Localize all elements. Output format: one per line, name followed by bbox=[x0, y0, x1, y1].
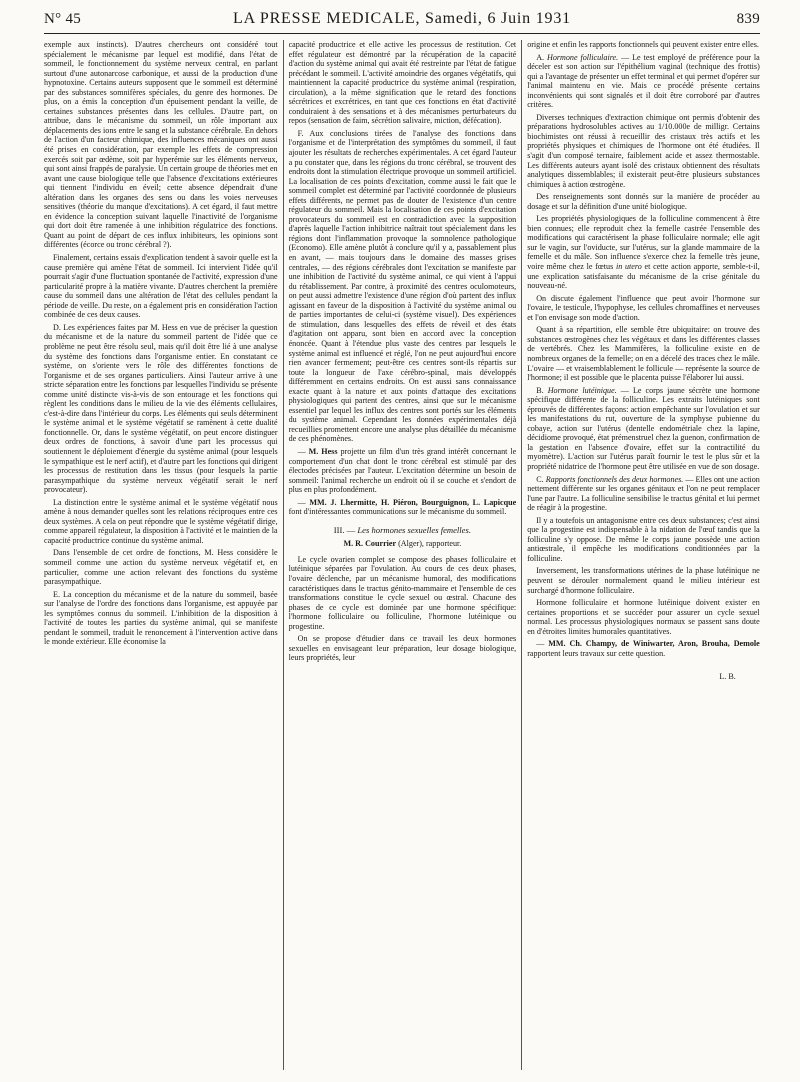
paragraph: Finalement, certains essais d'explication tendent à savoir quelle est la cause première qui amène l'état de sommeil. Ici intervient l'idée qu'il pourrait s'agir d'une fluctuation spontanée de l'activité, expression d'une particularité propre à la matière vivante. D'autres cherchent la première cause du sommeil dans une altération de l'état des cellules pendant la période de veille. Du reste, on a également pris en considération l'action combinée de ces deux causes. bbox=[44, 253, 278, 320]
paragraph: B. Hormone lutéinique. — Le corps jaune sécrète une hormone spécifique différente de la folliculine. Les extraits lutéiniques sont éprouvés de différentes façons: action empêchante sur l'ovulation et sur les manifestations du rut, ouverture de la symphyse pubienne du cobaye, action sur l'utérus (dentelle endométriale chez la lapine, décidiome provoqué, état prémenstruel chez la guenon, confirmation de la gestation en l'absence d'ovaire, effet sur la contractilité du myomètre). L'action sur l'utérus paraît fournir le test le plus sûr et la propriété nidatrice de l'hormone peut être utilisée en vue de son dosage. bbox=[527, 385, 760, 471]
paragraph: capacité productrice et elle active les processus de restitution. Cet effet régulateur est démontré par la récupération de la capacité d'action du système animal qui avait été restreinte par l'état de fatigue précédant le sommeil. L'activité amoindrie des organes végétatifs, qui maintiennent la capacité productrice du système animal (respiration, circulation), a la même signification que le retard des fonctions sécrétrices et excrétrices, en tant que ces fonctions en état d'activité conduiraient à des sensations et à des mécanismes perturbateurs du repos (sensation de faim, sécrétion salivaire, miction, défécation). bbox=[288, 40, 517, 126]
paragraph: D. Les expériences faites par M. Hess en vue de préciser la question du mécanisme et de la nature du sommeil partent de l'idée que ce problème ne peut être résolu seul, mais qu'il doit être lié à une analyse du système des fonctions dans l'organisme entier. En constatant ce système, on s'oriente vers le rôle des différentes fonctions de l'organisme et de ses organes particuliers. Ainsi l'auteur arrive à une stricte séparation entre les fonctions par lesquelles l'individu se présente comme unité distincte vis-à-vis de son entourage et les fonctions qui règlent les conditions dans le milieu de la vie des éléments cellulaires, c'est-à-dire dans l'intérieur du corps. Les éléments qui seuls déterminent le système animal et le système végétatif se ramènent à cette dualité fonctionnelle. Or, dans le système végétatif, on peut encore distinguer deux ordres de fonctions, à savoir d'une part les processus qui soutiennent le déploiement d'énergie du système animal (pour lesquels le sympathique est le nerf actif), et d'autre part les fonctions qui dirigent les processus de restitution dans les tissus (pour lesquels la partie parasympathique du système nerveux végétatif serait le nerf provocateur). bbox=[44, 322, 278, 495]
column-2 bbox=[283, 40, 522, 1070]
header-rule bbox=[44, 33, 760, 34]
paragraph: Le cycle ovarien complet se compose des phases folliculaire et lutéinique séparées par l'ovulation. Au cours de ces deux phases, l'ovaire déclenche, par un mécanisme humoral, des modifications caractéristiques dans le tractus génito-mammaire et l'ensemble de ces transformations constitue le cycle sexuel ou œstral. Chacune des phases de ce cycle est dominée par une hormone spécifique: l'hormone folliculaire ou folliculine, l'hormone lutéinique ou progestine. bbox=[288, 554, 517, 631]
paragraph: origine et enfin les rapports fonctionnels qui peuvent exister entre elles. bbox=[527, 40, 759, 49]
paragraph: Quant à sa répartition, elle semble être ubiquitaire: on trouve des substances œstrogènes chez les végétaux et dans les différentes classes de vertébrés. Chez les Mammifères, la folliculine existe en de nombreux organes de la femelle; on en a décelé des traces chez le mâle. L'ovaire — et vraisemblablement le follicule — représente la source de l'hormone; il est possible que le placenta puisse l'élaborer lui aussi. bbox=[527, 325, 760, 383]
paragraph: C. Rapports fonctionnels des deux hormones. — Elles ont une action nettement différente sur les organes génitaux et l'on ne peut remplacer l'une par l'autre. La folliculine sensibilise le tractus génital et lui permet de réagir à la progestine. bbox=[527, 474, 760, 513]
section-heading: III. — Les hormones sexuelles femelles. bbox=[333, 524, 471, 535]
paragraph: Des renseignements sont donnés sur la manière de procéder au dosage et sur la définition d'une unité biologique. bbox=[527, 192, 760, 211]
paragraph: Diverses techniques d'extraction chimique ont permis d'obtenir des préparations hydrosolubles actives au 1/10.000e de milligr. Certains biochimistes ont réussi à recueillir des cristaux très actifs et les propriétés physiques et chimiques de l'hormone ont été étudiées. Il s'agit d'un composé ternaire, faiblement acide et assez thermostable. Les différents auteurs ayant isolé des cristaux obtiennent des résultats analytiques dissemblables; il existerait peut-être plusieurs substances chimiques à action œstrogène. bbox=[527, 112, 760, 189]
paragraph: Les propriétés physiologiques de la folliculine commencent à être bien connues; elle reproduit chez la femelle castrée l'ensemble des modifications qui caractérisent la phase folliculaire normale; elle agit sur le vagin, sur l'oviducte, sur l'utérus, sur la glande mammaire de la femelle et du mâle. Son influence s'exerce chez la femelle très jeune, voire même chez le fœtus in utero et cette action apporte, semble-t-il, une explication satisfaisante du mécanisme de la crise génitale du nouveau-né. bbox=[527, 214, 760, 291]
paragraph: Hormone folliculaire et hormone lutéinique doivent exister en certaines proportions et se succéder pour assurer un cycle sexuel normal. Les processus physiologiques normaux se passent sans doute en d'étroites limites humorales quantitatives. bbox=[527, 598, 760, 636]
column-1 bbox=[44, 40, 283, 1070]
discussion-participants: — MM. J. Lhermitte, H. Piéron, Bourguignon, L. Lapicque font d'intéressantes communications sur le mécanisme du sommeil. bbox=[288, 497, 517, 517]
journal-title: LA PRESSE MEDICALE, Samedi, 6 Juin 1931 bbox=[233, 10, 571, 27]
paragraph: F. Aux conclusions tirées de l'analyse des fonctions dans l'organisme et de l'interprétation des symptômes du sommeil, il faut ajouter les résultats de recherches expérimentales. A cet égard l'auteur a pu constater que, dans les régions du tronc cérébral, se trouvent des endroits dont la stimulation électrique provoque un sommeil artificiel. La localisation de ces points d'excitation, comme aussi le fait que le sommeil complet est déterminé par l'activité coordonnée de plusieurs effets différents, ne permet pas de douter de l'existence d'un centre régulateur du sommeil. Mais la localisation de ces points d'excitation provocateurs du sommeil est en contradiction avec la supposition d'après laquelle l'action inhibitrice naîtrait tout spécialement dans les régions dont l'inflammation provoque la somnolence pathologique (Economo). Elle amène plutôt à conclure qu'il y a, passablement plus en avant, — mais toujours dans le domaine des masses grises centrales, — des régions cérébrales dont l'excitation se manifeste par une inhibition de l'activité du système animal, ce qui vient à l'appui du rétablissement. Par contre, à proximité des centres oculomoteurs, on peut aussi admettre l'existence d'une région d'où partent des influx agissant en faveur de la disposition à l'activité du système animal ou de parties importantes de celui-ci (système visuel). Des expériences de stimulation, dans lesquelles des effets de réveil et des états d'agitation ont apparu, sont bien en accord avec la conception énoncée. Quant à l'étendue plus vaste des centres par lesquels le système animal est influencé et réglé, l'on ne peut aujourd'hui encore rien avancer fermement; peut-être ces centres sont-ils répartis sur toute la longueur de l'axe cérébro-spinal, mais développés différemment en certains endroits. On est aussi sans connaissance exacte quant à la nature et aux points d'attaque des excitations physiologiques qui partent des centres, ainsi que sur le mécanisme essentiel par lequel les influx des centres sont portés sur les éléments du système animal. Cependant les données expérimentales déjà recueillies promettent encore une analyse plus détaillée du mécanisme de ces phénomènes. bbox=[288, 128, 517, 444]
paragraph: Dans l'ensemble de cet ordre de fonctions, M. Hess considère le sommeil comme une action du système nerveux végétatif et, en particulier, comme une action relevant des fonctions du système parasympathique. bbox=[44, 548, 278, 587]
paragraph: On discute également l'influence que peut avoir l'hormone sur l'ovaire, le testicule, l'hypophyse, les cellules chromaffines et nerveuses et l'on envisage son mode d'action. bbox=[527, 293, 760, 322]
column-3 bbox=[521, 40, 760, 1070]
discussion-participants: — MM. Ch. Champy, de Winiwarter, Aron, Brouha, Demole rapportent leurs travaux sur cette question. bbox=[527, 639, 760, 658]
paragraph: Il y a toutefois un antagonisme entre ces deux substances; c'est ainsi que la progestine est indispensable à la nidation de l'œuf tandis que la folliculine s'y oppose. De même le corps jaune possède une action antiœstrale, il empêche les modifications conditionnées par la folliculine. bbox=[527, 515, 760, 563]
paragraph: exemple aux instincts). D'autres chercheurs ont considéré tout spécialement le mécanisme par lequel est modifié, dans l'état de sommeil, le fonctionnement du système nerveux central, en parlant surtout d'une autonarcose carbonique, et aussi de la production d'une hypnotoxine. Certains auteurs supposent que le sommeil est déterminé par des substances somnifères spéciales, du genre des hormones. De plus, on a émis la conception d'un épuisement pendant la veille, de certaines substances présentes dans les cellules. D'autre part, on attribue, dans le mécanisme du sommeil, un rôle important aux déplacements des ions entre le sang et la substance cérébrale. En dehors de l'action d'un facteur chimique, des influences mécaniques ont aussi été prises en considération, par exemple les effets de compression exercés soit par œdème, soit par hyperémie sur les éléments nerveux, qui sont ainsi frappés de paralysie. Un certain groupe de théories met en avant une cause biologique telle que l'absence d'excitations extérieures qui tiennent l'individu en éveil; cette absence dépendrait d'une altération dans les organes des sens ou dans les voies nerveuses sensitives (théorie du manque d'excitations). A cet égard, il faut mettre en évidence la conception suivant laquelle l'inactivité de l'organisme qui dort doit être ramenée à une inhibition régulatrice des fonctions. Quant au point de départ de ces influx inhibiteurs, les opinions sont différentes (écorce ou tronc cérébral ?). bbox=[44, 40, 278, 250]
paragraph: Inversement, les transformations utérines de la phase lutéinique ne peuvent se dérouler normalement quand le milieu intérieur est surchargé d'hormone folliculaire. bbox=[527, 566, 760, 595]
paragraph: On se propose d'étudier dans ce travail les deux hormones sexuelles en envisageant leur préparation, leur dosage biologique, leurs propriétés, leur bbox=[288, 634, 517, 663]
page-number: 839 bbox=[736, 11, 760, 27]
paragraph: A. Hormone folliculaire. — Le test employé de préférence pour la déceler est son action sur l'épithélium vaginal (technique des frottis) qui a l'avantage de présenter un effet terminal et qui permet d'opérer sur l'animal maintenu en vie. Mais ce procédé présente certains inconvénients qui sont signalés et il doit être corroboré par d'autres critères. bbox=[527, 52, 760, 110]
discussion-hess: — M. Hess projette un film d'un très grand intérêt concernant le comportement d'un chat dont le tronc cérébral est stimulé par des électodes précisées par l'auteur. L'excitation détermine un besoin de sommeil: l'animal recherche un endroit où il se couche et s'endort de plus en plus profondément. bbox=[288, 446, 517, 495]
paragraph: La distinction entre le système animal et le système végétatif nous amène à nous demander quelles sont les relations réciproques entre ces deux systèmes. A cela on peut répondre que le système végétatif dirige, comme appareil régulateur, la disposition à l'activité et le maintien de la capacité productrice continue du système animal. bbox=[44, 497, 278, 545]
author-signature: L. B. bbox=[719, 672, 736, 682]
rapporteur-line: M. R. Courrier (Alger), rapporteur. bbox=[343, 539, 462, 549]
paragraph: E. La conception du mécanisme et de la nature du sommeil, basée sur l'analyse de l'ordre des fonctions dans l'organisme, est appuyée par les symptômes connus du sommeil. L'inhibition de la disposition à l'activité de toutes les parties du système animal, qui se manifeste pendant le sommeil, traduit le renoncement à l'intervention active dans le monde extérieur. Elle économise la bbox=[44, 589, 278, 647]
issue-number: N° 45 bbox=[44, 11, 82, 27]
article-columns bbox=[44, 40, 760, 1070]
